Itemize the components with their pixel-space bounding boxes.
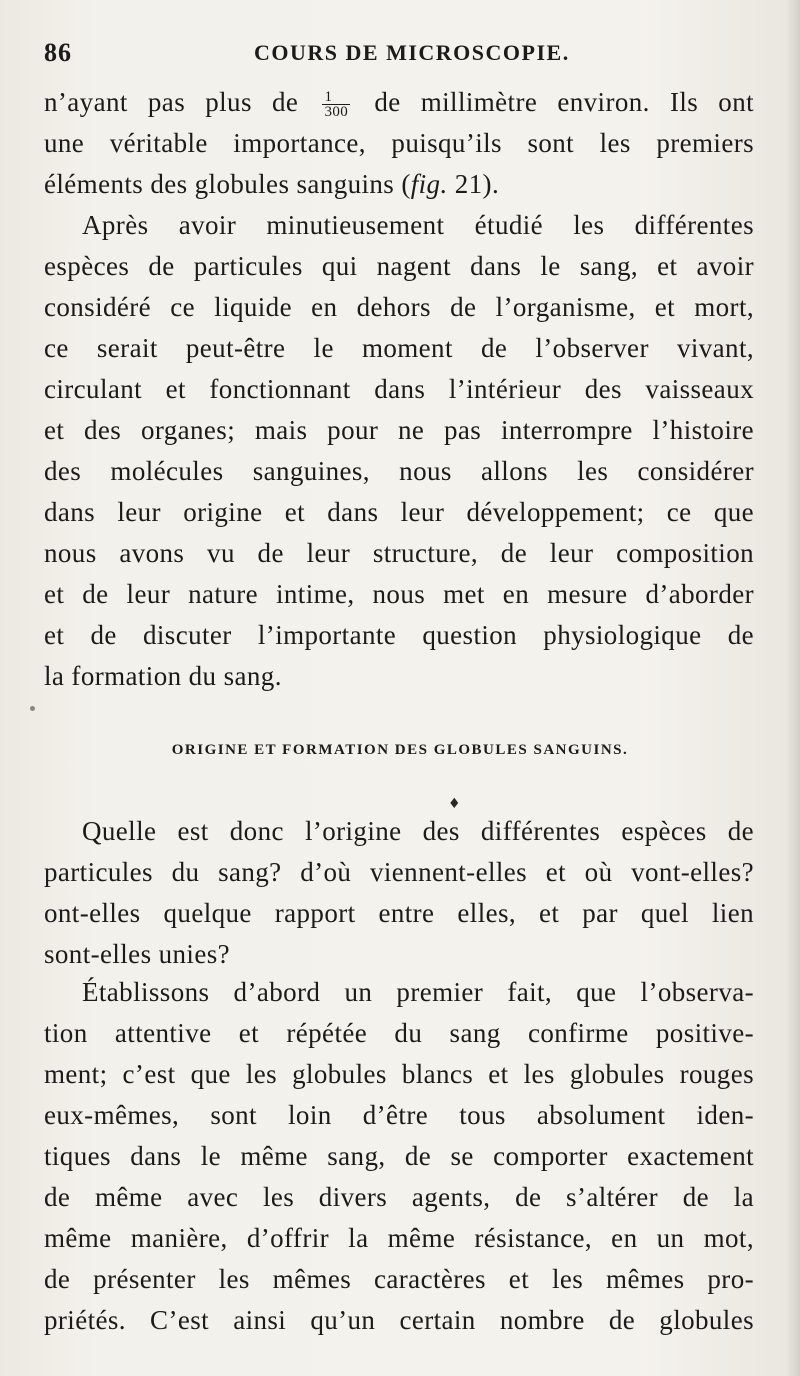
- paragraph-blood-particles: [44, 205, 754, 697]
- page-edge-shadow: [786, 0, 800, 1376]
- text-line: dans leur origine et dans leur développement; ce que: [44, 497, 754, 527]
- text-line: espèces de particules qui nagent dans le sang, et avoir: [44, 251, 754, 281]
- text-line: considéré ce liquide en dehors de l’organisme, et mort,: [44, 292, 754, 322]
- text-line: Établissons d’abord un premier fait, que l’observa-: [82, 977, 754, 1007]
- text-segment: 21).: [447, 169, 500, 199]
- text-line: eux-mêmes, sont loin d’être tous absolument iden-: [44, 1100, 754, 1130]
- text-segment: n’ayant pas plus de: [44, 87, 299, 117]
- text-line: [44, 164, 754, 205]
- ornament-icon: ♦: [448, 796, 461, 812]
- text-line: de présenter les mêmes caractères et les mêmes pro-: [44, 1264, 754, 1294]
- text-line: ce serait peut-être le moment de l’observer vivant,: [44, 333, 754, 363]
- text-line: des molécules sanguines, nous allons les considérer: [44, 456, 754, 486]
- text-line: Après avoir minutieusement étudié les différentes: [82, 210, 754, 240]
- text-line: circulant et fonctionnant dans l’intérieur des vaisseaux: [44, 374, 754, 404]
- page-number: 86: [44, 38, 72, 67]
- text-line: même manière, d’offrir la même résistance, en un mot,: [44, 1223, 754, 1253]
- text-line: Quelle est donc l’origine des différentes espèces de: [82, 816, 754, 846]
- text-line: la formation du sang.: [44, 661, 282, 691]
- text-line: et de discuter l’importante question physiologique de: [44, 620, 754, 650]
- text-line: et de leur nature intime, nous met en mesure d’aborder: [44, 579, 754, 609]
- text-line: sont-elles unies?: [44, 939, 231, 969]
- text-line: ment; c’est que les globules blancs et les globules rouges: [44, 1059, 754, 1089]
- text-line: une véritable importance, puisqu’ils sont les premiers: [44, 128, 754, 158]
- page-header: [44, 38, 756, 74]
- section-title: ORIGINE ET FORMATION DES GLOBULES SANGUINS.: [171, 742, 629, 758]
- text-segment: de millimètre environ. Ils ont: [374, 87, 754, 117]
- text-line: particules du sang? d’où viennent-elles et où vont-elles?: [44, 857, 754, 887]
- text-line: nous avons vu de leur structure, de leur composition: [44, 538, 754, 568]
- text-line: ont-elles quelque rapport entre elles, et par quel lien: [44, 898, 754, 928]
- text-line: tiques dans le même sang, de se comporter exactement: [44, 1141, 754, 1171]
- fraction-denominator: 300: [324, 104, 349, 121]
- fraction-numerator: 1: [322, 90, 350, 105]
- text-line: [44, 82, 754, 123]
- text-segment: éléments des globules sanguins (: [44, 169, 411, 199]
- text-line: de même avec les divers agents, de s’altérer de la: [44, 1182, 754, 1212]
- figure-reference: fig.: [410, 169, 448, 199]
- running-head: COURS DE MICROSCOPIE.: [254, 40, 570, 65]
- fraction: [322, 90, 350, 119]
- text-line: tion attentive et répétée du sang confirme positive-: [44, 1018, 754, 1048]
- paragraph-first-fact: [44, 972, 754, 1341]
- text-line: priétés. C’est ainsi qu’un certain nombre de globules: [44, 1305, 754, 1335]
- text-line: et des organes; mais pour ne pas interrompre l’histoire: [44, 415, 754, 445]
- paragraph-questions: [44, 811, 754, 975]
- paper-speck: [30, 706, 35, 711]
- paragraph-continuation: [44, 82, 754, 205]
